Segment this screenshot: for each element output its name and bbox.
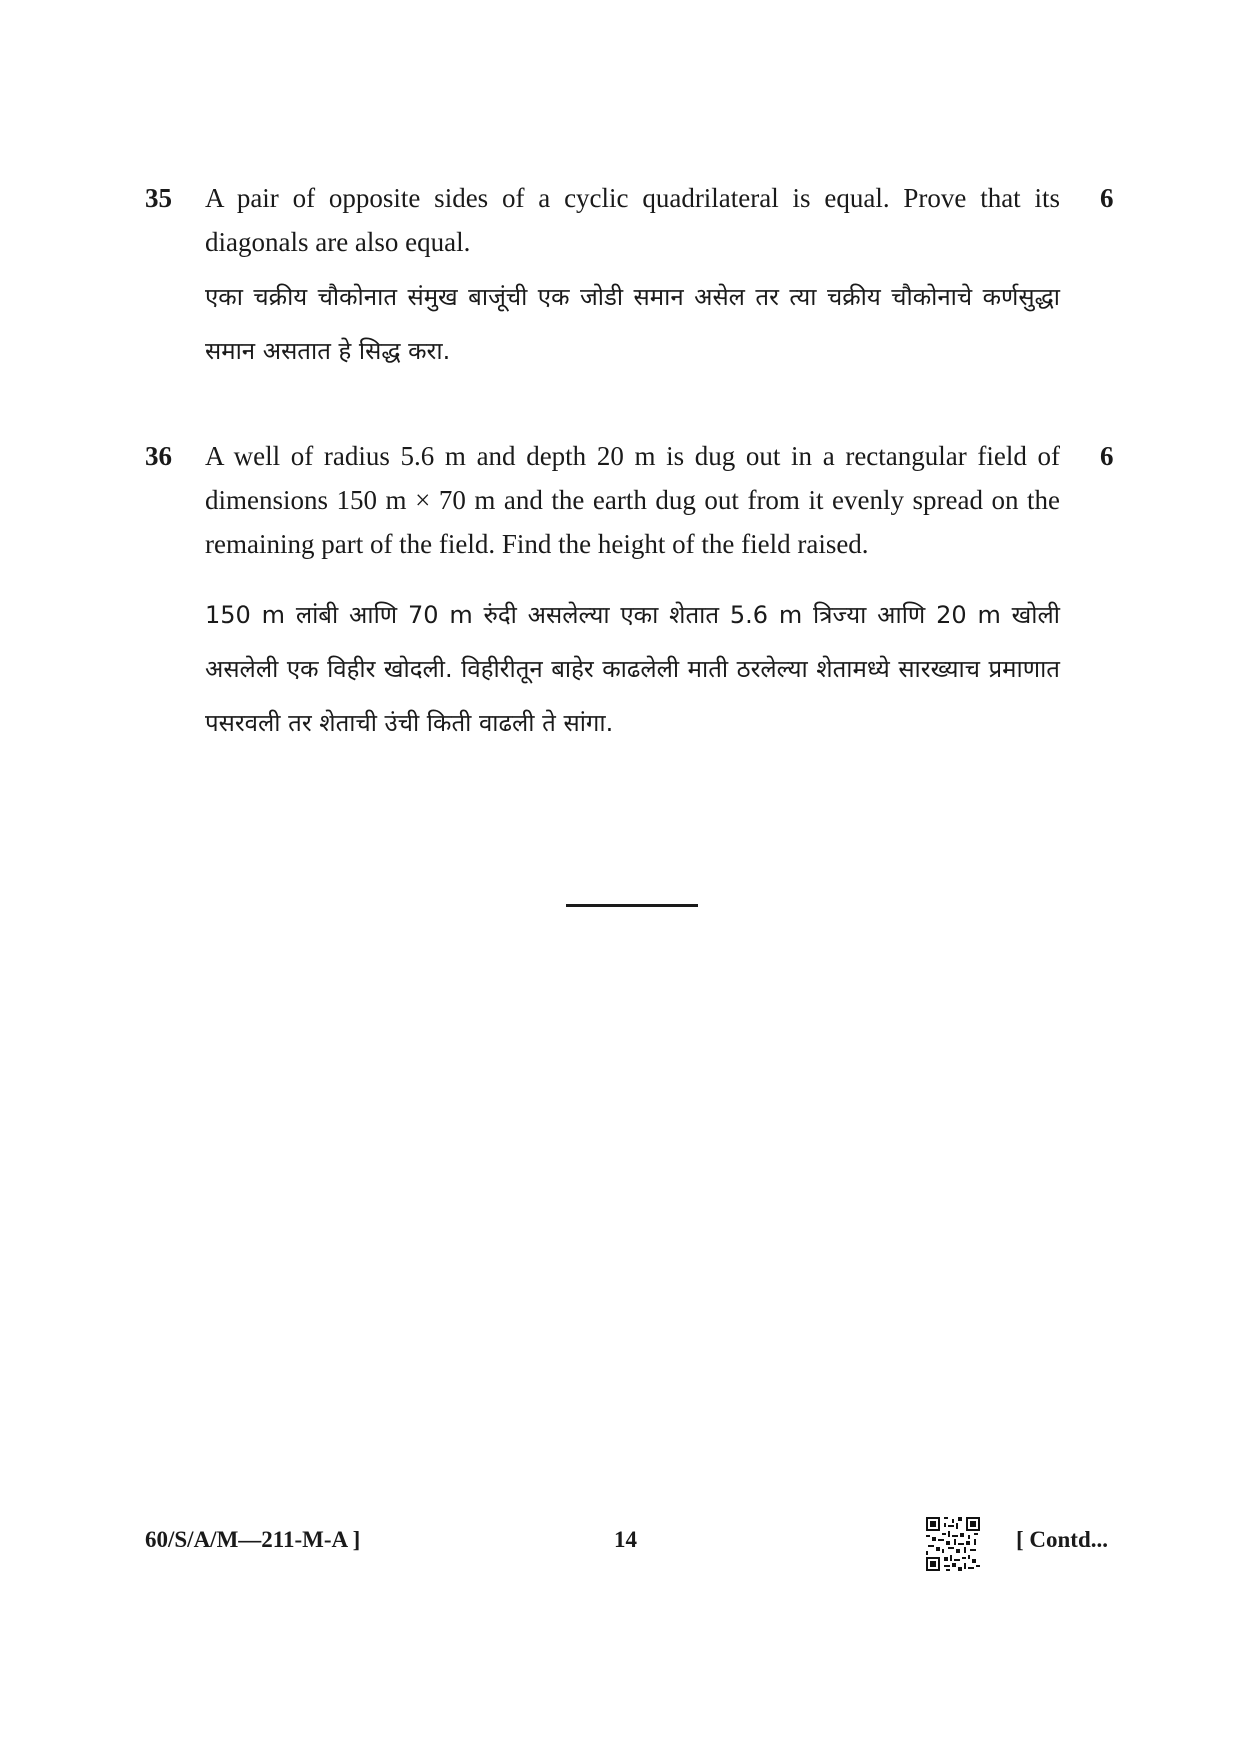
paper-code: 60/S/A/M—211-M-A ] <box>145 1527 361 1552</box>
question-text-marathi: एका चक्रीय चौकोनात संमुख बाजूंची एक जोडी समान असेल तर त्या चक्रीय चौकोनाचे कर्णसुद्धा समान असतात हे सिद्ध करा. <box>205 283 1060 365</box>
question-marks: 6 <box>1100 441 1114 471</box>
question-marks: 6 <box>1100 183 1114 213</box>
question-text-english: A pair of opposite sides of a cyclic quadrilateral is equal. Prove that its diagonals are also equal. <box>205 183 1060 257</box>
question-text-english: A well of radius 5.6 m and depth 20 m is dug out in a rectangular field of dimensions 150 m × 70 m and the earth dug out from it evenly spread on the remaining part of the field. Find the height of the field raised. <box>205 441 1060 559</box>
question-text-marathi: 150 m लांबी आणि 70 m रुंदी असलेल्या एका शेतात 5.6 m त्रिज्या आणि 20 m खोली असलेली एक विहीर खोदली. विहीरीतून बाहेर काढलेली माती ठरलेल्या शेतामध्ये सारख्याच प्रमाणात पसरवली तर शेताची उंची किती वाढली ते सांगा. <box>205 601 1060 737</box>
continued-label: [ Contd... <box>1016 1527 1109 1552</box>
question-number: 36 <box>145 441 172 471</box>
question-number: 35 <box>145 183 172 213</box>
qr-code-icon <box>926 1517 980 1571</box>
page-number: 14 <box>614 1527 637 1552</box>
end-of-paper-rule <box>566 904 698 907</box>
